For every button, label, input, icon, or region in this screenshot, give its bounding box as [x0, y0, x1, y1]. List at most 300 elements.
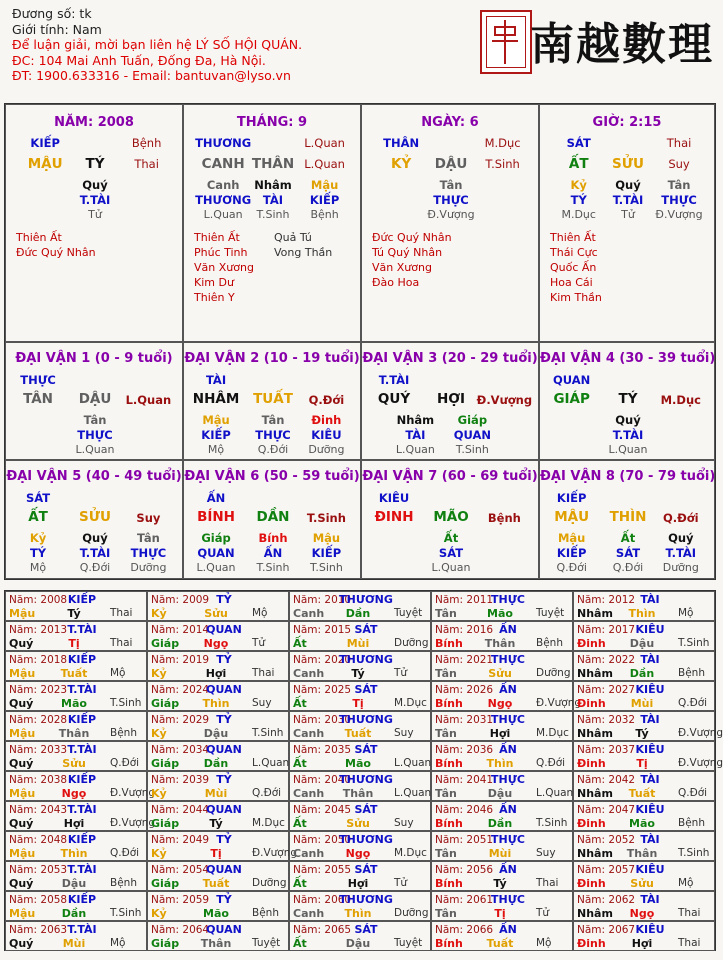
year-label: Năm: 2048 [9, 834, 68, 846]
year-label: Năm: 2059 [151, 894, 210, 906]
year-stem: Giáp [151, 937, 180, 950]
year-stage: Q.Đới [110, 847, 140, 859]
year-cell [5, 921, 147, 951]
year-cell [573, 801, 715, 831]
stem-god: SÁT [566, 136, 591, 150]
star-item: Thiên Ất [16, 231, 62, 244]
year-stage: Suy [536, 847, 556, 859]
year-label: Năm: 2016 [435, 624, 494, 636]
year-stage: L.Quan [536, 787, 574, 799]
year-stem: Canh [293, 727, 325, 740]
year-cell [5, 741, 147, 771]
hidden-god: THỰC [255, 428, 291, 442]
dai-van-title: ĐẠI VẬN 7 (60 - 69 tuổi) [362, 469, 538, 484]
year-god: KIẾP [67, 833, 97, 846]
year-branch: Mão [345, 757, 371, 770]
year-label: Năm: 2052 [577, 834, 636, 846]
pillar-title: NĂM: 2008 [54, 115, 134, 130]
year-god: TỶ [216, 773, 232, 786]
pillar-title: GIỜ: 2:15 [592, 115, 662, 130]
year-stem: Kỷ [151, 787, 167, 800]
heavenly-stem: KỶ [391, 156, 412, 172]
year-cell [573, 621, 715, 651]
star-item: Quả Tú [274, 231, 312, 244]
annual-luck-table [4, 590, 723, 951]
year-stage: T.Sinh [252, 727, 284, 739]
star-item: Văn Xương [372, 261, 432, 274]
year-cell [289, 741, 431, 771]
hidden-god: THỰC [661, 193, 697, 207]
year-branch: Dần [345, 607, 371, 620]
year-god: THỰC [491, 713, 525, 726]
year-stage: Thai [110, 607, 133, 619]
year-cell [289, 771, 431, 801]
year-god: T.TÀI [67, 863, 97, 876]
year-stage: Tuyệt [536, 607, 565, 619]
year-stem: Quý [9, 697, 34, 710]
year-branch: Thìn [344, 907, 372, 920]
year-stage: Q.Đới [678, 697, 708, 709]
year-cell [573, 861, 715, 891]
year-cell [147, 831, 298, 861]
year-stem: Bính [435, 877, 463, 890]
year-god: KIẾP [67, 893, 97, 906]
star-item: Tú Quý Nhân [372, 246, 443, 259]
branch-stage: Thai [134, 157, 159, 171]
year-cell [5, 681, 147, 711]
gender: Giới tính: Nam [12, 21, 102, 37]
hidden-stem: Bính [258, 531, 288, 545]
year-stage: Thai [536, 877, 559, 889]
star-item: Đức Quý Nhân [372, 231, 452, 244]
year-cell [289, 711, 431, 741]
year-label: Năm: 2024 [151, 684, 210, 696]
year-stage: Dưỡng [536, 667, 571, 679]
year-cell [573, 651, 715, 681]
hidden-stem: Ất [620, 531, 636, 545]
year-label: Năm: 2037 [577, 744, 636, 756]
hidden-stage: Q.Đới [556, 561, 587, 574]
year-stage: L.Quan [252, 757, 290, 769]
year-god: TỶ [216, 833, 232, 846]
year-label: Năm: 2014 [151, 624, 210, 636]
year-cell [289, 801, 431, 831]
year-god: QUAN [206, 923, 242, 936]
year-stage: Bệnh [536, 637, 563, 649]
year-stem: Mậu [9, 727, 36, 740]
year-branch: Thân [626, 847, 658, 860]
year-stem: Mậu [9, 607, 36, 620]
year-stem: Ất [293, 637, 307, 650]
star-item: Phúc Tinh [194, 246, 248, 259]
hidden-stem: Tân [136, 531, 160, 545]
hidden-stage: L.Quan [203, 208, 243, 221]
year-branch: Hợi [489, 727, 511, 740]
year-label: Năm: 2026 [435, 684, 494, 696]
stars-list [372, 230, 452, 290]
year-branch: Thìn [486, 757, 514, 770]
year-cell [147, 621, 289, 651]
year-branch: Mão [487, 607, 513, 620]
hidden-stage: Dưỡng [130, 561, 167, 574]
dai-van-cell [183, 342, 361, 460]
year-god: QUAN [206, 803, 242, 816]
year-stage: T.Sinh [678, 637, 710, 649]
hidden-stage: Q.Đới [79, 561, 111, 574]
heavenly-stem: ẤT [28, 509, 48, 525]
year-branch: Tuất [628, 787, 656, 800]
hidden-stem: Quý [615, 178, 641, 192]
year-branch: Mùi [62, 937, 86, 950]
year-god: SÁT [354, 623, 378, 636]
star-item: Thiên Ất [194, 231, 240, 244]
year-stage: Tử [394, 667, 408, 679]
year-cell [289, 831, 431, 861]
year-stem: Ất [293, 697, 307, 710]
year-label: Năm: 2035 [293, 744, 352, 756]
branch-stage: M.Dục [660, 393, 701, 407]
year-branch: Mùi [204, 787, 228, 800]
year-cell [289, 621, 431, 651]
stem-god: SÁT [25, 491, 51, 505]
year-stage: Suy [252, 697, 272, 709]
year-stem: Mậu [9, 787, 36, 800]
dai-van-title: ĐẠI VẬN 3 (20 - 29 tuổi) [362, 351, 538, 366]
hidden-stem: Tân [667, 178, 691, 192]
year-branch: Mùi [346, 637, 370, 650]
hidden-god: SÁT [615, 546, 641, 560]
year-label: Năm: 2033 [9, 744, 68, 756]
year-stage: Tuyệt [394, 607, 423, 619]
year-cell [431, 591, 573, 621]
star-item: Kim Thần [550, 291, 602, 304]
chart-grid [4, 103, 716, 580]
year-stage: Thai [678, 937, 701, 949]
year-god: THỰC [491, 593, 525, 606]
branch-stage: Q.Đới [662, 511, 699, 525]
hidden-stem: Giáp [201, 531, 231, 545]
year-label: Năm: 2043 [9, 804, 68, 816]
year-branch: Sửu [346, 817, 370, 830]
year-god: QUAN [206, 863, 242, 876]
hidden-god: THỰC [130, 546, 167, 560]
pillar-title: NGÀY: 6 [421, 115, 479, 130]
stem-relation: Bệnh [131, 136, 162, 150]
hidden-god: TÀI [405, 428, 426, 442]
year-label: Năm: 2009 [151, 594, 210, 606]
year-stage: Q.Đới [252, 787, 282, 799]
year-god: TÀI [640, 893, 660, 906]
year-stem: Bính [435, 757, 463, 770]
year-stage: L.Quan [394, 787, 432, 799]
branch-stage: L.Quan [125, 393, 172, 407]
year-branch: Tuất [486, 937, 514, 950]
hidden-stage: Bệnh [310, 208, 339, 221]
year-branch: Mão [61, 697, 87, 710]
stars-list-2 [274, 230, 332, 260]
stars-list [194, 230, 254, 305]
year-label: Năm: 2034 [151, 744, 210, 756]
year-stem: Mậu [9, 847, 36, 860]
year-god: T.TÀI [67, 683, 97, 696]
year-stage: Thai [678, 907, 701, 919]
hidden-god: KIẾP [201, 428, 231, 442]
year-branch: Ngọ [203, 637, 229, 650]
year-label: Năm: 2063 [9, 924, 68, 936]
year-branch: Thân [484, 637, 516, 650]
earthly-branch: THÂN [251, 156, 295, 172]
owner-name: Đương số: tk [12, 6, 92, 21]
year-stem: Kỷ [151, 847, 167, 860]
year-stage: Tử [252, 637, 266, 649]
dai-van-title: ĐẠI VẬN 2 (10 - 19 tuổi) [184, 351, 360, 366]
year-stem: Nhâm [577, 907, 613, 920]
hidden-god: SÁT [438, 546, 464, 560]
year-god: THƯƠNG [339, 593, 393, 606]
year-cell [573, 921, 715, 951]
year-cell [147, 921, 289, 951]
stem-god: QUAN [553, 373, 591, 387]
year-stage: Bệnh [252, 907, 279, 919]
year-branch: Ngọ [345, 847, 371, 860]
year-branch: Thìn [202, 697, 230, 710]
hidden-god: T.TÀI [79, 193, 111, 207]
year-label: Năm: 2027 [577, 684, 636, 696]
year-stem: Giáp [151, 877, 180, 890]
year-god: KIÊU [635, 863, 665, 876]
year-cell [147, 741, 289, 771]
year-cell [147, 891, 289, 921]
year-cell [573, 711, 723, 741]
year-cell [289, 861, 431, 891]
earthly-branch: MÃO [433, 509, 469, 525]
year-label: Năm: 2049 [151, 834, 210, 846]
hidden-stage: Dưỡng [308, 443, 345, 456]
earthly-branch: TÝ [618, 391, 638, 407]
hidden-stem: Quý [668, 531, 694, 545]
heavenly-stem: CANH [201, 156, 245, 172]
year-cell [431, 741, 573, 771]
year-branch: Tý [209, 817, 223, 830]
hidden-stem: Kỷ [570, 178, 587, 192]
year-stage: T.Sinh [110, 697, 142, 709]
year-stem: Canh [293, 907, 325, 920]
dai-van-cell [5, 342, 183, 460]
hidden-stem: Canh [206, 178, 240, 192]
dai-van-cell [539, 342, 715, 460]
year-branch: Tị [68, 637, 80, 650]
year-cell [5, 591, 147, 621]
branch-stage: Q.Đới [308, 393, 345, 407]
year-label: Năm: 2045 [293, 804, 352, 816]
year-god: TỶ [216, 653, 232, 666]
year-cell [147, 861, 289, 891]
year-stem: Canh [293, 787, 325, 800]
year-branch: Hợi [63, 817, 85, 830]
year-cell [5, 891, 147, 921]
year-branch: Ngọ [487, 697, 513, 710]
year-cell [573, 681, 715, 711]
year-god: KIẾP [67, 653, 97, 666]
hidden-stage: M.Dục [561, 208, 596, 221]
hidden-stage: L.Quan [75, 443, 115, 456]
year-label: Năm: 2046 [435, 804, 494, 816]
pillar-cell [183, 104, 361, 342]
year-label: Năm: 2008 [9, 594, 68, 606]
year-stage: Tuyệt [252, 937, 281, 949]
dai-van-title: ĐẠI VẬN 4 (30 - 39 tuổi) [540, 351, 716, 366]
stem-god: KIẾP [30, 136, 60, 150]
pillar-cell [5, 104, 183, 342]
year-stem: Tân [435, 667, 457, 680]
year-label: Năm: 2066 [435, 924, 494, 936]
year-god: KIÊU [635, 923, 665, 936]
year-stem: Quý [9, 757, 34, 770]
hidden-stage: L.Quan [395, 443, 435, 456]
year-god: THƯƠNG [339, 653, 393, 666]
year-cell [431, 771, 573, 801]
hidden-stem: Nhâm [396, 413, 435, 427]
year-branch: Dần [61, 907, 87, 920]
year-cell [289, 921, 431, 951]
year-branch: Sửu [630, 877, 654, 890]
hidden-god: KIẾP [311, 546, 342, 560]
year-stem: Đinh [577, 937, 606, 950]
year-label: Năm: 2065 [293, 924, 352, 936]
year-god: KIẾP [67, 773, 97, 786]
year-branch: Mùi [488, 847, 512, 860]
heavenly-stem: NHÂM [192, 391, 240, 407]
year-stage: T.Sinh [536, 817, 568, 829]
year-cell [431, 861, 573, 891]
year-god: ẤN [499, 863, 517, 876]
hidden-stem: Quý [82, 531, 108, 545]
hidden-god: T.TÀI [79, 546, 111, 560]
branch-stage: T.Sinh [485, 157, 520, 171]
hidden-god: KIẾP [309, 193, 340, 207]
header-info [12, 6, 302, 84]
year-stage: M.Dục [536, 727, 569, 739]
year-label: Năm: 2064 [151, 924, 210, 936]
hidden-stem: Ất [443, 531, 459, 545]
year-stage: Mộ [110, 937, 126, 949]
stem-god: THƯƠNG [195, 136, 252, 150]
year-label: Năm: 2032 [577, 714, 636, 726]
year-cell [289, 891, 431, 921]
year-cell [5, 711, 147, 741]
star-item: Vong Thần [274, 246, 333, 259]
year-stem: Quý [9, 877, 34, 890]
star-item: Đào Hoa [372, 276, 420, 289]
year-cell [5, 801, 156, 831]
year-stage: Q.Đới [536, 757, 566, 769]
year-stem: Đinh [577, 637, 606, 650]
dai-van-title: ĐẠI VẬN 5 (40 - 49 tuổi) [6, 469, 182, 484]
year-stage: Đ.Vượng [110, 817, 156, 829]
year-stem: Giáp [151, 817, 180, 830]
year-branch: Thìn [628, 607, 656, 620]
hidden-stage: T.Sinh [455, 443, 489, 456]
year-god: SÁT [354, 683, 378, 696]
year-stage: T.Sinh [110, 907, 142, 919]
hidden-stage: Tử [88, 208, 102, 221]
year-branch: Ngọ [61, 787, 87, 800]
year-label: Năm: 2055 [293, 864, 352, 876]
year-god: THỰC [491, 833, 525, 846]
year-god: T.TÀI [67, 623, 97, 636]
year-stem: Mậu [9, 667, 36, 680]
hidden-stem: Đinh [311, 413, 342, 427]
year-stage: Dưỡng [394, 637, 429, 649]
year-god: SÁT [354, 743, 378, 756]
year-branch: Dậu [203, 727, 229, 740]
phone-email: ĐT: 1900.633316 - Email: bantuvan@lyso.vn [12, 68, 291, 83]
hidden-stem: Giáp [457, 413, 488, 427]
year-label: Năm: 2062 [577, 894, 636, 906]
year-stem: Đinh [577, 757, 606, 770]
brand-title: 南越數理 [530, 19, 714, 70]
heavenly-stem: ẤT [568, 156, 589, 172]
year-cell [573, 831, 715, 861]
year-cell [5, 651, 147, 681]
year-branch: Dần [487, 817, 513, 830]
stem-god: KIÊU [378, 491, 410, 505]
year-stem: Bính [435, 937, 463, 950]
year-branch: Hợi [631, 937, 653, 950]
hidden-stage: L.Quan [431, 561, 471, 574]
year-god: TÀI [640, 653, 660, 666]
year-label: Năm: 2010 [293, 594, 352, 606]
year-cell [147, 681, 289, 711]
hidden-stage: T.Sinh [256, 561, 290, 574]
hidden-stage: Tử [621, 208, 635, 221]
hidden-god: QUAN [197, 546, 235, 560]
dai-van-cell [183, 460, 361, 579]
year-branch: Dần [629, 667, 655, 680]
hidden-stage: Mộ [207, 443, 225, 456]
earthly-branch: SỬU [79, 509, 111, 525]
hidden-stem: Tân [439, 178, 463, 192]
hidden-stem: Kỷ [29, 531, 47, 545]
year-stem: Ất [293, 817, 307, 830]
year-branch: Tý [351, 667, 365, 680]
year-branch: Thìn [60, 847, 88, 860]
year-cell [431, 921, 573, 951]
branch-stage: Suy [136, 511, 161, 525]
dai-van-title: ĐẠI VẬN 6 (50 - 59 tuổi) [184, 469, 360, 484]
year-cell [147, 771, 289, 801]
dai-van-cell [5, 460, 183, 579]
year-god: TÀI [640, 773, 660, 786]
hidden-god: THƯƠNG [195, 193, 252, 207]
hidden-stage: T.Sinh [256, 208, 290, 221]
hidden-stem: Mậu [202, 413, 230, 427]
year-label: Năm: 2015 [293, 624, 352, 636]
hidden-stage: Q.Đới [612, 561, 644, 574]
stem-god: T.TÀI [378, 373, 410, 387]
hidden-stem: Quý [615, 413, 641, 427]
stars-list [550, 230, 602, 305]
year-god: THƯƠNG [339, 713, 393, 726]
star-item: Văn Xương [194, 261, 254, 274]
year-cell [289, 591, 431, 621]
year-stage: Suy [394, 817, 414, 829]
year-branch: Tý [493, 877, 507, 890]
year-label: Năm: 2060 [293, 894, 352, 906]
year-god: ẤN [499, 803, 517, 816]
year-cell [431, 681, 582, 711]
year-stage: Q.Đới [678, 787, 708, 799]
